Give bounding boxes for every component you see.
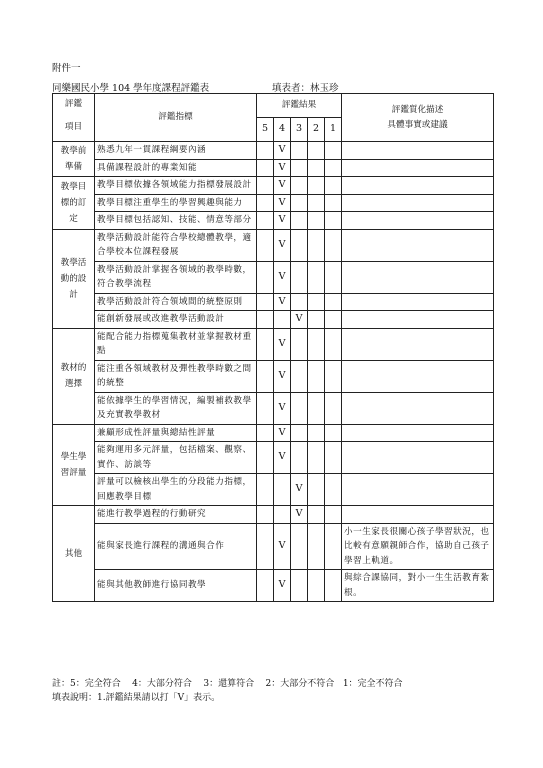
indicator-text: 能創新發展或改進教學活動設計 <box>95 311 257 329</box>
check-mark: V <box>278 144 286 155</box>
legend-note: 註：5：完全符合 4：大部分符合 3：還算符合 2：大部分不符合 1：完全不符合 <box>52 679 403 689</box>
score-cell-4[interactable] <box>274 261 291 293</box>
score-cell-1[interactable] <box>325 328 342 360</box>
qualitative-description[interactable] <box>342 392 494 424</box>
score-cell-5[interactable] <box>257 177 274 195</box>
table-row <box>53 142 494 160</box>
score-cell-2[interactable] <box>308 328 325 360</box>
qualitative-description[interactable] <box>342 159 494 177</box>
header-desc-line1: 評鑑質化描述 <box>391 105 444 115</box>
check-mark: V <box>278 426 286 438</box>
check-mark: V <box>295 508 303 519</box>
score-cell-1[interactable] <box>325 570 342 602</box>
evaluation-item <box>53 177 95 230</box>
qualitative-description[interactable] <box>342 506 494 524</box>
score-cell-3[interactable] <box>291 142 308 160</box>
score-cell-3[interactable] <box>291 506 308 524</box>
score-cell-3[interactable] <box>291 360 308 392</box>
header-indicator: 評鑑指標 <box>95 94 257 142</box>
qualitative-description[interactable] <box>342 177 494 195</box>
score-cell-2[interactable] <box>308 293 325 311</box>
score-cell-1[interactable] <box>325 424 342 442</box>
table-row <box>53 293 494 311</box>
indicator-text: 教學活動設計能符合學校總體教學，適合學校本位課程發展 <box>95 229 257 261</box>
score-cell-5[interactable] <box>257 311 274 329</box>
annex-label: 附件一 <box>52 63 81 74</box>
check-mark: V <box>278 401 286 413</box>
table-row <box>53 212 494 230</box>
score-cell-4[interactable] <box>274 229 291 261</box>
score-cell-3[interactable] <box>291 261 308 293</box>
score-header-4: 4 <box>274 118 291 142</box>
indicator-text: 能注重各領域教材及彈性教學時數之間的統整 <box>95 360 257 392</box>
score-cell-4[interactable] <box>274 311 291 329</box>
qualitative-description[interactable] <box>342 229 494 261</box>
check-mark: V <box>278 295 286 307</box>
score-cell-1[interactable] <box>325 177 342 195</box>
score-cell-4[interactable] <box>274 424 291 442</box>
score-cell-2[interactable] <box>308 523 325 570</box>
qualitative-description[interactable] <box>342 261 494 293</box>
indicator-text: 熟悉九年一貫課程綱要內涵 <box>95 142 257 160</box>
score-cell-5[interactable] <box>257 523 274 570</box>
check-mark: V <box>278 540 286 551</box>
score-cell-2[interactable] <box>308 229 325 261</box>
score-header-2: 2 <box>308 118 325 142</box>
header-item-top: 評鑑 <box>64 99 83 109</box>
score-cell-1[interactable] <box>325 442 342 474</box>
header-description <box>342 94 494 142</box>
score-cell-5[interactable] <box>257 474 274 506</box>
check-mark: V <box>278 270 286 282</box>
check-mark: V <box>278 451 286 463</box>
score-cell-4[interactable] <box>274 474 291 506</box>
score-cell-3[interactable] <box>291 159 308 177</box>
score-cell-4[interactable] <box>274 159 291 177</box>
score-cell-4[interactable] <box>274 142 291 160</box>
table-row <box>53 194 494 212</box>
header-desc-line2: 具體事實或建議 <box>387 119 448 130</box>
score-cell-2[interactable] <box>308 177 325 195</box>
indicator-text: 能夠運用多元評量，包括檔案、觀察、實作、訪談等 <box>95 442 257 474</box>
evaluation-item <box>53 229 95 328</box>
qualitative-description[interactable] <box>342 194 494 212</box>
evaluation-item <box>53 328 95 424</box>
score-cell-1[interactable] <box>325 293 342 311</box>
qualitative-description[interactable] <box>342 311 494 329</box>
qualitative-description[interactable] <box>342 328 494 360</box>
score-cell-5[interactable] <box>257 424 274 442</box>
score-cell-3[interactable] <box>291 474 308 506</box>
score-cell-4[interactable] <box>274 194 291 212</box>
evaluation-item-label: 學生學習評量 <box>60 451 87 478</box>
indicator-text: 教學目標依據各領域能力指標發展設計 <box>95 177 257 195</box>
score-cell-2[interactable] <box>308 159 325 177</box>
score-cell-3[interactable] <box>291 328 308 360</box>
evaluation-item <box>53 506 95 602</box>
qualitative-description[interactable] <box>342 212 494 230</box>
table-row <box>53 424 494 442</box>
score-cell-3[interactable] <box>291 229 308 261</box>
evaluation-item-label: 教材的選擇 <box>60 363 87 389</box>
qualitative-description[interactable]: 與綜合課協同，對小一生生活教育紮根。 <box>342 570 494 602</box>
score-cell-1[interactable] <box>325 159 342 177</box>
table-row <box>53 442 494 474</box>
fill-instruction: 填表說明：1.評鑑結果請以打「V」表示。 <box>52 693 221 703</box>
score-cell-3[interactable] <box>291 570 308 602</box>
indicator-text: 能進行教學過程的行動研究 <box>95 506 257 524</box>
score-cell-5[interactable] <box>257 142 274 160</box>
score-cell-2[interactable] <box>308 442 325 474</box>
score-cell-4[interactable] <box>274 293 291 311</box>
score-cell-5[interactable] <box>257 360 274 392</box>
score-cell-5[interactable] <box>257 159 274 177</box>
header-item-bottom: 項目 <box>64 121 83 132</box>
score-cell-5[interactable] <box>257 328 274 360</box>
table-row <box>53 392 494 424</box>
indicator-text: 具備課程設計的專業知能 <box>95 159 257 177</box>
indicator-text: 能與其他教師進行協同教學 <box>95 570 257 602</box>
score-cell-4[interactable] <box>274 392 291 424</box>
score-cell-1[interactable] <box>325 212 342 230</box>
table-row <box>53 506 494 524</box>
check-mark: V <box>278 579 286 591</box>
score-cell-1[interactable] <box>325 194 342 212</box>
score-cell-5[interactable] <box>257 293 274 311</box>
indicator-text: 教學活動設計掌握各領域的教學時數，符合教學流程 <box>95 261 257 293</box>
check-mark: V <box>278 369 286 381</box>
check-mark: V <box>295 483 303 495</box>
table-row <box>53 328 494 360</box>
score-cell-3[interactable] <box>291 194 308 212</box>
score-cell-1[interactable] <box>325 360 342 392</box>
score-cell-4[interactable] <box>274 212 291 230</box>
score-cell-3[interactable] <box>291 523 308 570</box>
score-cell-1[interactable] <box>325 311 342 329</box>
form-title: 同樂國民小學 104 學年度課程評鑑表 <box>52 83 210 94</box>
indicator-text: 教學目標包括認知、技能、情意等部分 <box>95 212 257 230</box>
table-row <box>53 311 494 329</box>
qualitative-description[interactable]: 小一生家長很關心孩子學習狀況，也比較有意願親師合作，協助自己孩子學習上軌道。 <box>342 523 494 570</box>
indicator-text: 評量可以檢核出學生的分段能力指標，回應教學目標 <box>95 474 257 506</box>
indicator-text: 能與家長進行課程的溝通與合作 <box>95 523 257 570</box>
check-mark: V <box>278 196 286 208</box>
score-cell-2[interactable] <box>308 570 325 602</box>
table-row <box>53 229 494 261</box>
filler-name: 填表者：林玉珍 <box>272 83 339 94</box>
score-cell-4[interactable] <box>274 360 291 392</box>
evaluation-item <box>53 142 95 177</box>
score-cell-5[interactable] <box>257 392 274 424</box>
check-mark: V <box>278 238 286 250</box>
evaluation-table <box>52 93 494 602</box>
check-mark: V <box>295 313 303 324</box>
qualitative-description[interactable] <box>342 442 494 474</box>
score-cell-2[interactable] <box>308 506 325 524</box>
qualitative-description[interactable] <box>342 474 494 506</box>
evaluation-item-label: 教學目標的訂定 <box>60 181 87 224</box>
score-cell-1[interactable] <box>325 261 342 293</box>
score-cell-2[interactable] <box>308 311 325 329</box>
score-cell-4[interactable] <box>274 523 291 570</box>
score-cell-2[interactable] <box>308 474 325 506</box>
table-row <box>53 159 494 177</box>
score-cell-5[interactable] <box>257 570 274 602</box>
score-cell-3[interactable] <box>291 212 308 230</box>
check-mark: V <box>278 179 286 190</box>
score-cell-2[interactable] <box>308 424 325 442</box>
score-cell-5[interactable] <box>257 212 274 230</box>
evaluation-body <box>53 142 494 602</box>
qualitative-description[interactable] <box>342 424 494 442</box>
table-row <box>53 570 494 602</box>
score-cell-3[interactable] <box>291 177 308 195</box>
form-title-line <box>52 80 339 94</box>
score-cell-1[interactable] <box>325 229 342 261</box>
score-cell-2[interactable] <box>308 261 325 293</box>
score-header-1: 1 <box>325 118 342 142</box>
score-cell-1[interactable] <box>325 523 342 570</box>
score-cell-4[interactable] <box>274 328 291 360</box>
table-row <box>53 261 494 293</box>
header-results: 評鑑結果 <box>257 94 342 118</box>
score-cell-1[interactable] <box>325 474 342 506</box>
header-item <box>53 94 95 142</box>
score-cell-3[interactable] <box>291 293 308 311</box>
score-cell-2[interactable] <box>308 360 325 392</box>
score-cell-2[interactable] <box>308 194 325 212</box>
score-cell-4[interactable] <box>274 442 291 474</box>
score-cell-5[interactable] <box>257 229 274 261</box>
score-header-5: 5 <box>257 118 274 142</box>
table-row <box>53 474 494 506</box>
evaluation-item <box>53 424 95 506</box>
check-mark: V <box>278 214 286 225</box>
score-cell-4[interactable] <box>274 570 291 602</box>
score-cell-1[interactable] <box>325 142 342 160</box>
score-cell-1[interactable] <box>325 506 342 524</box>
score-cell-4[interactable] <box>274 177 291 195</box>
score-header-3: 3 <box>291 118 308 142</box>
check-mark: V <box>278 337 286 349</box>
indicator-text: 能依據學生的學習情況，編製補救教學及充實教學教材 <box>95 392 257 424</box>
indicator-text: 能配合能力指標蒐集教材並掌握教材重點 <box>95 328 257 360</box>
score-cell-4[interactable] <box>274 506 291 524</box>
score-cell-5[interactable] <box>257 442 274 474</box>
score-cell-1[interactable] <box>325 392 342 424</box>
indicator-text: 教學活動設計符合領域間的統整原則 <box>95 293 257 311</box>
score-cell-3[interactable] <box>291 424 308 442</box>
score-cell-2[interactable] <box>308 212 325 230</box>
score-cell-3[interactable] <box>291 311 308 329</box>
evaluation-item-label: 教學前準備 <box>60 146 87 172</box>
score-cell-3[interactable] <box>291 392 308 424</box>
qualitative-description[interactable] <box>342 293 494 311</box>
table-row <box>53 177 494 195</box>
check-mark: V <box>278 161 286 173</box>
score-cell-5[interactable] <box>257 506 274 524</box>
indicator-text: 兼顧形成性評量與總結性評量 <box>95 424 257 442</box>
score-cell-2[interactable] <box>308 142 325 160</box>
score-cell-2[interactable] <box>308 392 325 424</box>
indicator-text: 教學目標注重學生的學習興趣與能力 <box>95 194 257 212</box>
score-cell-5[interactable] <box>257 261 274 293</box>
evaluation-item-label: 其他 <box>64 548 83 559</box>
table-row <box>53 360 494 392</box>
qualitative-description[interactable] <box>342 360 494 392</box>
qualitative-description[interactable] <box>342 142 494 160</box>
evaluation-item-label: 教學活動的設計 <box>60 257 87 300</box>
table-row <box>53 523 494 570</box>
score-cell-5[interactable] <box>257 194 274 212</box>
score-cell-3[interactable] <box>291 442 308 474</box>
